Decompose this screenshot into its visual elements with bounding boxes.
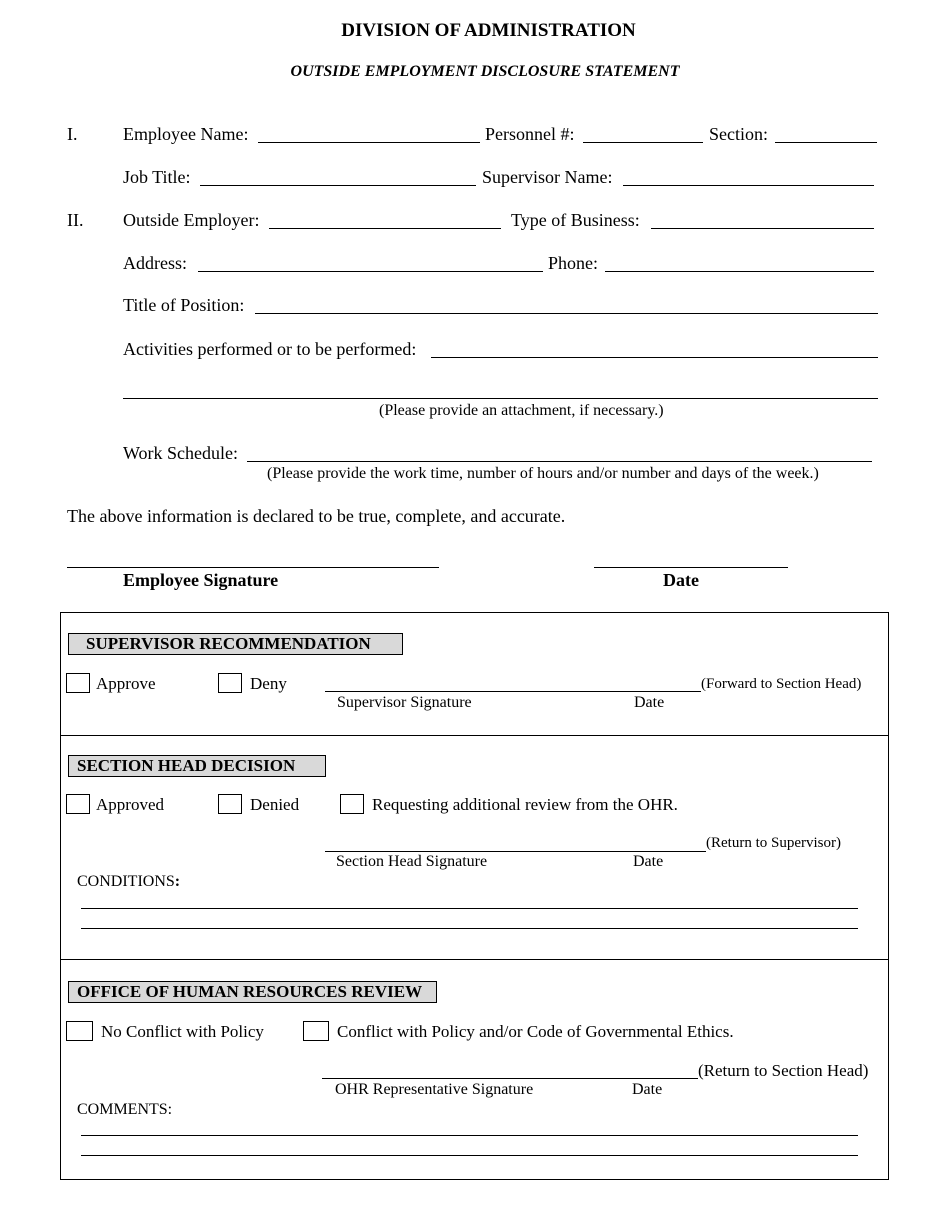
supervisor-name-field[interactable] bbox=[623, 185, 874, 186]
denied-label: Denied bbox=[250, 795, 300, 814]
review-box-divider-2 bbox=[60, 959, 889, 960]
supervisor-signature-line[interactable] bbox=[325, 691, 701, 692]
section-head-decision-heading: SECTION HEAD DECISION bbox=[68, 755, 326, 777]
job-title-label: Job Title: bbox=[123, 167, 191, 187]
approve-label: Approve bbox=[96, 674, 156, 693]
activities-label: Activities performed or to be performed: bbox=[123, 339, 417, 359]
address-label: Address: bbox=[123, 253, 187, 273]
section-one-numeral: I. bbox=[67, 124, 78, 144]
phone-label: Phone: bbox=[548, 253, 599, 273]
ohr-signature-label: OHR Representative Signature bbox=[335, 1081, 534, 1098]
attachment-note: (Please provide an attachment, if necessary.) bbox=[379, 402, 664, 419]
forward-to-section-head-note: (Forward to Section Head) bbox=[701, 676, 862, 692]
request-review-checkbox[interactable] bbox=[340, 794, 364, 814]
section-head-date-label: Date bbox=[633, 853, 664, 870]
job-title-field[interactable] bbox=[200, 185, 476, 186]
employee-signature-line[interactable] bbox=[67, 567, 439, 568]
conditions-line-1[interactable] bbox=[81, 908, 858, 909]
work-schedule-note: (Please provide the work time, number of hours and/or number and days of the week.) bbox=[267, 465, 819, 482]
approved-checkbox[interactable] bbox=[66, 794, 90, 814]
supervisor-date-label: Date bbox=[634, 694, 665, 711]
supervisor-name-label: Supervisor Name: bbox=[482, 167, 613, 187]
work-schedule-label: Work Schedule: bbox=[123, 443, 239, 463]
ohr-signature-line[interactable] bbox=[322, 1078, 698, 1079]
supervisor-recommendation-heading: SUPERVISOR RECOMMENDATION bbox=[68, 633, 403, 655]
conditions-colon: : bbox=[174, 873, 181, 890]
ohr-review-heading: OFFICE OF HUMAN RESOURCES REVIEW bbox=[68, 981, 437, 1003]
title-of-position-field[interactable] bbox=[255, 313, 878, 314]
conditions-label-text: CONDITIONS bbox=[77, 873, 175, 890]
page-title: DIVISION OF ADMINISTRATION bbox=[341, 20, 636, 41]
employee-date-label: Date bbox=[663, 570, 699, 590]
conditions-label bbox=[77, 873, 180, 891]
conflict-checkbox[interactable] bbox=[303, 1021, 329, 1041]
employee-name-label: Employee Name: bbox=[123, 124, 249, 144]
address-field[interactable] bbox=[198, 271, 543, 272]
return-to-section-head-note: (Return to Section Head) bbox=[698, 1061, 869, 1080]
deny-label: Deny bbox=[250, 674, 287, 693]
denied-checkbox[interactable] bbox=[218, 794, 242, 814]
no-conflict-label: No Conflict with Policy bbox=[101, 1022, 264, 1041]
declaration-text: The above information is declared to be true, complete, and accurate. bbox=[67, 506, 566, 526]
phone-field[interactable] bbox=[605, 271, 874, 272]
personnel-number-label: Personnel #: bbox=[485, 124, 575, 144]
review-box-divider-1 bbox=[60, 735, 889, 736]
conditions-line-2[interactable] bbox=[81, 928, 858, 929]
section-two-numeral: II. bbox=[67, 210, 84, 230]
form-subtitle: OUTSIDE EMPLOYMENT DISCLOSURE STATEMENT bbox=[290, 63, 680, 80]
deny-checkbox[interactable] bbox=[218, 673, 242, 693]
approve-checkbox[interactable] bbox=[66, 673, 90, 693]
type-of-business-field[interactable] bbox=[651, 228, 874, 229]
return-to-supervisor-note: (Return to Supervisor) bbox=[706, 835, 841, 851]
no-conflict-checkbox[interactable] bbox=[66, 1021, 93, 1041]
activities-field[interactable] bbox=[431, 357, 878, 358]
outside-employer-field[interactable] bbox=[269, 228, 501, 229]
comments-line-2[interactable] bbox=[81, 1155, 858, 1156]
personnel-number-field[interactable] bbox=[583, 142, 703, 143]
conflict-label: Conflict with Policy and/or Code of Governmental Ethics. bbox=[337, 1022, 734, 1041]
approved-label: Approved bbox=[96, 795, 164, 814]
request-review-label: Requesting additional review from the OHR. bbox=[372, 795, 678, 814]
comments-label: COMMENTS: bbox=[77, 1101, 173, 1118]
section-head-signature-line[interactable] bbox=[325, 851, 706, 852]
section-head-signature-label: Section Head Signature bbox=[336, 853, 488, 870]
work-schedule-field[interactable] bbox=[247, 461, 872, 462]
employee-signature-label: Employee Signature bbox=[123, 570, 279, 590]
section-field[interactable] bbox=[775, 142, 877, 143]
outside-employer-label: Outside Employer: bbox=[123, 210, 260, 230]
supervisor-signature-label: Supervisor Signature bbox=[337, 694, 472, 711]
comments-line-1[interactable] bbox=[81, 1135, 858, 1136]
employee-signature-date-line[interactable] bbox=[594, 567, 788, 568]
employee-name-field[interactable] bbox=[258, 142, 480, 143]
type-of-business-label: Type of Business: bbox=[511, 210, 640, 230]
ohr-date-label: Date bbox=[632, 1081, 663, 1098]
activities-field-continued[interactable] bbox=[123, 398, 878, 399]
title-of-position-label: Title of Position: bbox=[123, 295, 245, 315]
section-label: Section: bbox=[709, 124, 768, 144]
